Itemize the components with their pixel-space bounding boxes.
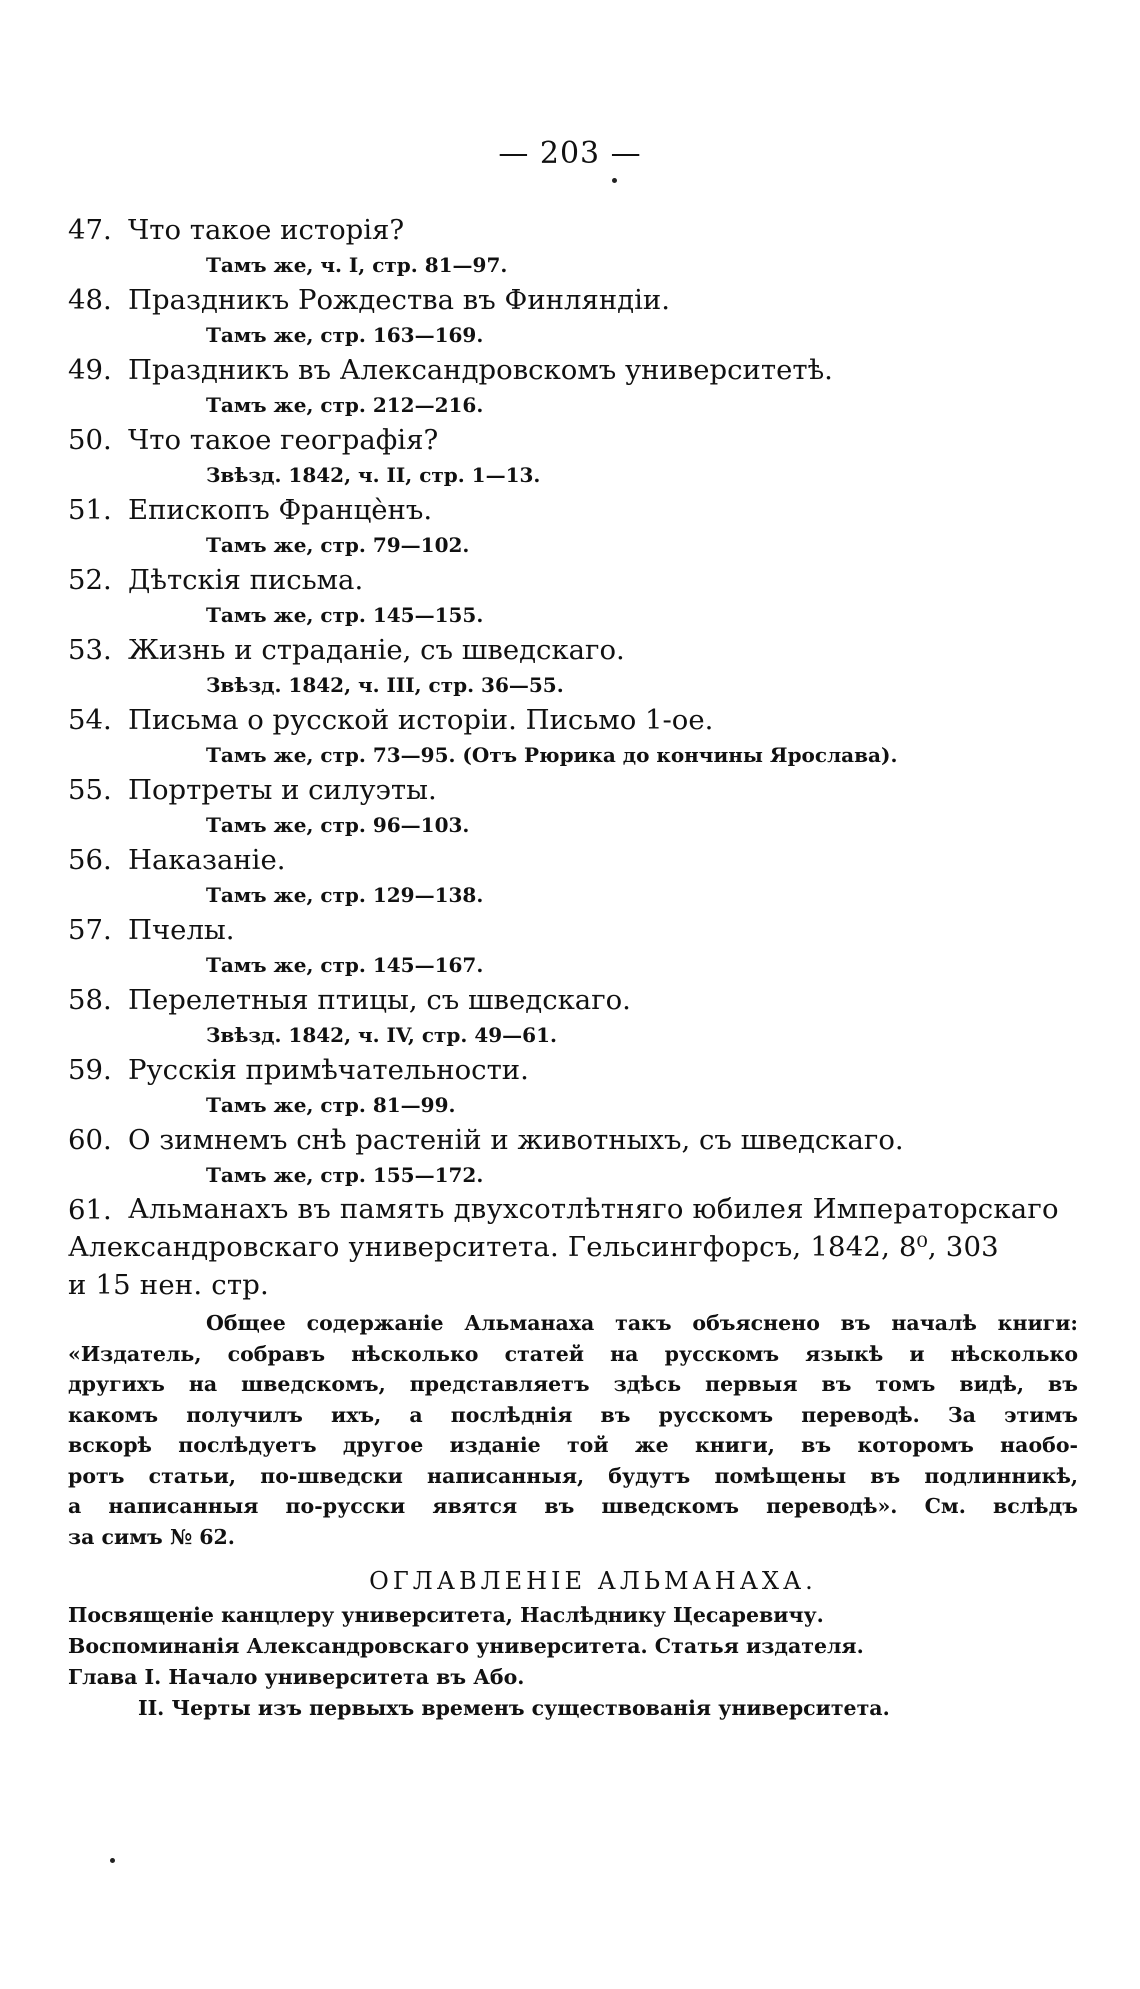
- print-speck: [612, 178, 617, 183]
- entry-source: Тамъ же, стр. 81—99.: [206, 1093, 456, 1117]
- entry-number: 58.: [68, 984, 112, 1016]
- entry-number: 55.: [68, 774, 112, 806]
- entry-title: Дѣтскія письма.: [128, 564, 364, 596]
- entry-source: Звѣзд. 1842, ч. III, стр. 36—55.: [206, 673, 564, 697]
- entry-number: 48.: [68, 284, 112, 316]
- entry-number: 49.: [68, 354, 112, 386]
- bibliography-entry: [68, 1050, 1078, 1120]
- entry-title: Праздникъ Рождества въ Финляндіи.: [128, 284, 670, 316]
- entry-number: 56.: [68, 844, 112, 876]
- entry-title-line: Альманахъ въ память двухсотлѣтняго юбилея Императорскаго: [128, 1193, 1059, 1225]
- entry-title: Наказаніе.: [128, 844, 286, 876]
- description-line: вскорѣ послѣдуетъ другое изданіе той же книги, въ которомъ наобо-: [68, 1433, 1078, 1457]
- entry-number: 47.: [68, 214, 112, 246]
- bibliography-entry: [68, 280, 1078, 350]
- entry-title-line: и 15 нен. стр.: [68, 1269, 269, 1301]
- entry-source: Тамъ же, ч. I, стр. 81—97.: [206, 253, 508, 277]
- entry-source: Звѣзд. 1842, ч. IV, стр. 49—61.: [206, 1023, 557, 1047]
- page-number: — 203 —: [498, 136, 642, 171]
- entry-number: 60.: [68, 1124, 112, 1156]
- entry-number: 57.: [68, 914, 112, 946]
- entry-number: 54.: [68, 704, 112, 736]
- entry-number: 53.: [68, 634, 112, 666]
- description-line: «Издатель, собравъ нѣсколько статей на русскомъ языкѣ и нѣсколько: [68, 1341, 1078, 1366]
- entry-title: Письма о русской исторіи. Письмо 1-ое.: [128, 704, 714, 736]
- entry-title: Жизнь и страданіе, съ шведскаго.: [128, 634, 625, 666]
- entry-title: Портреты и силуэты.: [128, 774, 437, 806]
- toc-line: Посвященіе канцлеру университета, Наслѣднику Цесаревичу.: [68, 1603, 824, 1627]
- entry-title: Перелетныя птицы, съ шведскаго.: [128, 984, 631, 1016]
- entry-title: Праздникъ въ Александровскомъ университетѣ.: [128, 354, 833, 386]
- bibliography-entry: [68, 630, 1078, 700]
- description-line: а написанныя по-русски явятся въ шведскомъ переводѣ». См. вслѣдъ: [68, 1494, 1078, 1518]
- print-speck: [110, 1858, 115, 1863]
- entry-source: Тамъ же, стр. 155—172.: [206, 1163, 484, 1187]
- entry-title: Русскія примѣчательности.: [128, 1054, 529, 1086]
- entry-title: Что такое исторія?: [128, 214, 405, 246]
- description-line: какомъ получилъ ихъ, а послѣднія въ русскомъ переводѣ. За этимъ: [68, 1402, 1078, 1427]
- bibliography-entry: [68, 910, 1078, 980]
- entry-source: Тамъ же, стр. 129—138.: [206, 883, 484, 907]
- entry-source: Тамъ же, стр. 79—102.: [206, 533, 470, 557]
- description-line: Общее содержаніе Альманаха такъ объяснено въ началѣ книги:: [206, 1311, 1078, 1335]
- bibliography-entry: [68, 770, 1078, 840]
- bibliography-entry: [68, 420, 1078, 490]
- entry-source: Звѣзд. 1842, ч. II, стр. 1—13.: [206, 463, 541, 487]
- entry-source: Тамъ же, стр. 73—95. (Отъ Рюрика до кончины Ярослава).: [206, 743, 898, 767]
- description-line: другихъ на шведскомъ, представляетъ здѣсь первыя въ томъ видѣ, въ: [68, 1372, 1078, 1396]
- entry-source: Тамъ же, стр. 145—155.: [206, 603, 484, 627]
- description-line: ротъ статьи, по-шведски написанныя, будутъ помѣщены въ подлинникѣ,: [68, 1463, 1078, 1488]
- bibliography-entry: [68, 560, 1078, 630]
- entry-source: Тамъ же, стр. 96—103.: [206, 813, 470, 837]
- toc-line: Глава I. Начало университета въ Або.: [68, 1665, 525, 1689]
- entry-number: 52.: [68, 564, 112, 596]
- toc-line: Воспоминанія Александровскаго университета. Статья издателя.: [68, 1634, 864, 1658]
- entry-title: Пчелы.: [128, 914, 235, 946]
- entry-source: Тамъ же, стр. 145—167.: [206, 953, 484, 977]
- toc-line: II. Черты изъ первыхъ временъ существованія университета.: [138, 1696, 890, 1720]
- bibliography-entry: [68, 1120, 1078, 1190]
- entry-number: 59.: [68, 1054, 112, 1086]
- bibliography-entry: [68, 980, 1078, 1050]
- description-line: за симъ № 62.: [68, 1524, 235, 1549]
- bibliography-list: [68, 210, 1078, 1724]
- bibliography-entry: [68, 490, 1078, 560]
- entry-description: [68, 1308, 1078, 1552]
- entry-source: Тамъ же, стр. 163—169.: [206, 323, 484, 347]
- entry-title-line: Александровскаго университета. Гельсингфорсъ, 1842, 8⁰, 303: [68, 1231, 999, 1263]
- bibliography-entry: [68, 840, 1078, 910]
- bibliography-entry: [68, 210, 1078, 280]
- entry-number: 51.: [68, 494, 112, 526]
- entry-title: О зимнемъ снѣ растеній и животныхъ, съ шведскаго.: [128, 1124, 904, 1156]
- entry-number: 50.: [68, 424, 112, 456]
- entry-title: Епископъ Францѐнъ.: [128, 494, 433, 526]
- bibliography-entry: [68, 350, 1078, 420]
- entry-number: 61.: [68, 1194, 112, 1226]
- entry-source: Тамъ же, стр. 212—216.: [206, 393, 484, 417]
- bibliography-entry: [68, 700, 1078, 770]
- bibliography-entry-61: [68, 1190, 1078, 1724]
- toc-heading: ОГЛАВЛЕНІЕ АЛЬМАНАХА.: [369, 1567, 817, 1595]
- entry-title: Что такое географія?: [128, 424, 439, 456]
